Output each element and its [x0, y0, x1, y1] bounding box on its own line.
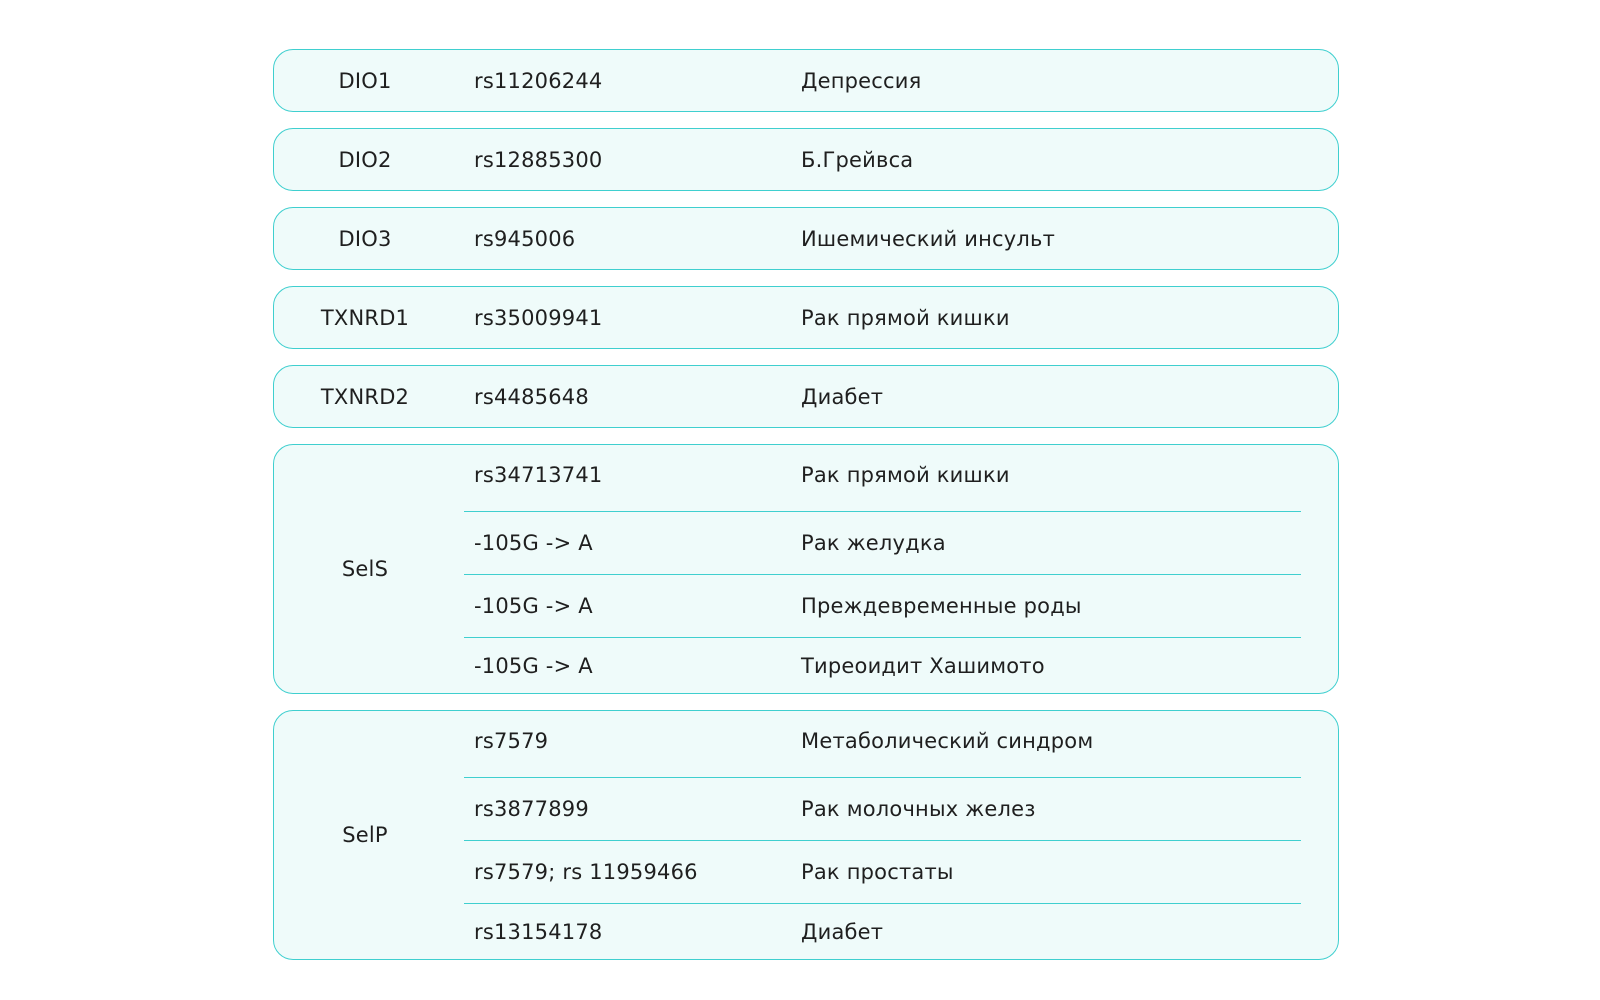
disease-name: Тиреоидит Хашимото	[801, 654, 1045, 678]
table-subrow	[464, 574, 1301, 637]
variant-id: rs7579; rs 11959466	[474, 860, 698, 884]
table-subrow	[464, 777, 1301, 840]
gene-name: TXNRD2	[320, 384, 410, 409]
variant-id: -105G -> A	[474, 654, 593, 678]
variant-id: rs35009941	[474, 305, 603, 330]
disease-name: Депрессия	[801, 68, 922, 93]
gene-name: SelS	[341, 557, 389, 581]
table-subrow	[464, 445, 1301, 511]
variant-id: rs945006	[474, 226, 576, 251]
disease-name: Рак прямой кишки	[801, 463, 1010, 487]
variant-id: rs13154178	[474, 920, 603, 944]
disease-name: Рак молочных желез	[801, 797, 1036, 821]
gene-name: TXNRD1	[320, 305, 410, 330]
table-subrow	[464, 903, 1301, 960]
table-group	[273, 710, 1339, 960]
table-subrow	[464, 637, 1301, 694]
variant-id: rs34713741	[474, 463, 603, 487]
disease-name: Диабет	[801, 920, 884, 944]
gene-name: DIO2	[338, 147, 392, 172]
gene-name: DIO3	[338, 226, 392, 251]
variant-id: rs3877899	[474, 797, 589, 821]
gene-name: DIO1	[338, 68, 392, 93]
disease-name: Б.Грейвса	[801, 147, 914, 172]
variant-id: rs12885300	[474, 147, 603, 172]
disease-name: Ишемический инсульт	[801, 226, 1056, 251]
variant-id: rs7579	[474, 729, 549, 753]
table-row	[273, 128, 1339, 191]
table-row	[273, 286, 1339, 349]
group-entries	[464, 711, 1301, 959]
disease-name: Рак простаты	[801, 860, 954, 884]
table-row	[273, 49, 1339, 112]
table-subrow	[464, 711, 1301, 777]
variant-id: rs4485648	[474, 384, 589, 409]
variant-id: -105G -> A	[474, 594, 593, 618]
disease-name: Рак желудка	[801, 531, 946, 555]
variant-id: rs11206244	[474, 68, 603, 93]
table-row	[273, 365, 1339, 428]
group-entries	[464, 445, 1301, 693]
gene-name: SelP	[342, 823, 388, 847]
disease-name: Рак прямой кишки	[801, 305, 1010, 330]
table-row	[273, 207, 1339, 270]
disease-name: Диабет	[801, 384, 884, 409]
table-group	[273, 444, 1339, 694]
variant-id: -105G -> A	[474, 531, 593, 555]
disease-name: Преждевременные роды	[801, 594, 1082, 618]
table-subrow	[464, 840, 1301, 903]
table-subrow	[464, 511, 1301, 574]
disease-name: Метаболический синдром	[801, 729, 1094, 753]
gene-variant-table	[273, 49, 1339, 976]
